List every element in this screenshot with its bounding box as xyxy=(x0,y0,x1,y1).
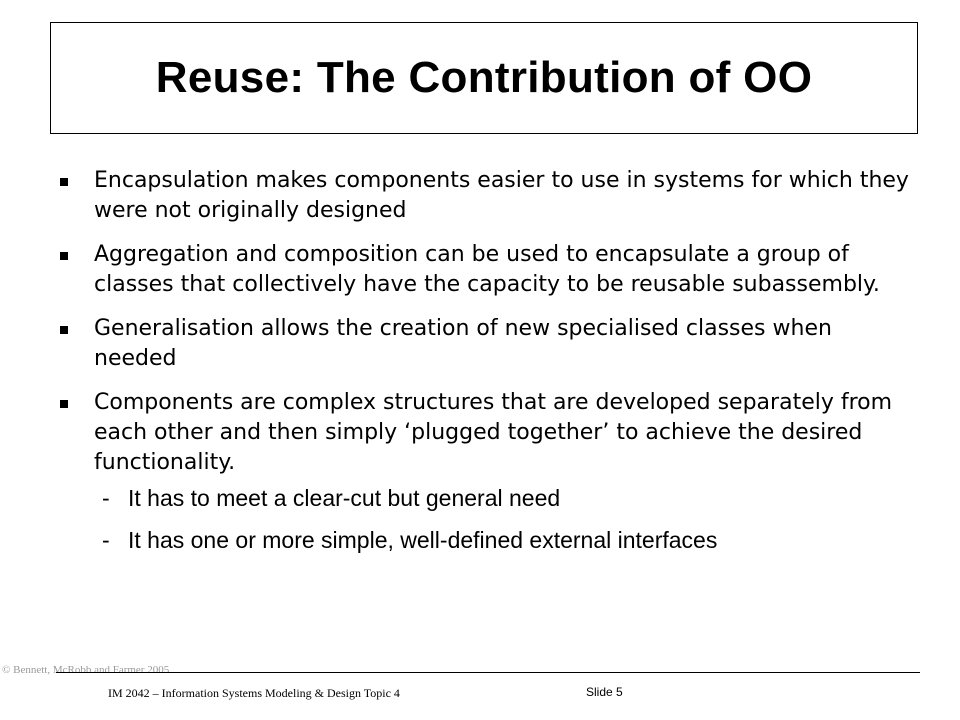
bullet-text: Aggregation and composition can be used to encapsulate a group of classes that collectively have the capacity to be reusable subassembly. xyxy=(94,242,880,297)
slide-title: Reuse: The Contribution of OO xyxy=(155,53,813,102)
title-box xyxy=(50,22,918,134)
bullet-text: Components are complex structures that are developed separately from each other and then simply ‘plugged together’ to achieve the desired functionality. xyxy=(94,390,893,475)
slide-number: Slide 5 xyxy=(586,685,623,699)
square-bullet-icon xyxy=(60,326,68,334)
bullet-list xyxy=(60,166,920,568)
footer-divider xyxy=(56,672,920,673)
sub-bullet-general-need xyxy=(94,484,920,512)
copyright-text: © Bennett, McRobb and Farmer 2005 xyxy=(2,664,170,676)
square-bullet-icon xyxy=(60,178,68,186)
bullet-item-components xyxy=(60,388,920,554)
bullet-item-encapsulation xyxy=(60,166,920,226)
dash-marker: - xyxy=(102,485,110,511)
dash-marker: - xyxy=(102,527,110,553)
square-bullet-icon xyxy=(60,252,68,260)
course-label: IM 2042 – Information Systems Modeling & Design Topic 4 xyxy=(108,686,400,700)
bullet-text: Generalisation allows the creation of new specialised classes when needed xyxy=(94,316,832,371)
bullet-item-generalisation xyxy=(60,314,920,374)
sub-bullet-list xyxy=(94,484,920,554)
sub-bullet-text: It has to meet a clear-cut but general need xyxy=(128,485,561,511)
bullet-text: Encapsulation makes components easier to use in systems for which they were not originally designed xyxy=(94,168,909,223)
sub-bullet-text: It has one or more simple, well-defined external interfaces xyxy=(128,527,718,553)
square-bullet-icon xyxy=(60,400,68,408)
bullet-item-aggregation xyxy=(60,240,920,300)
sub-bullet-interfaces xyxy=(94,526,920,554)
